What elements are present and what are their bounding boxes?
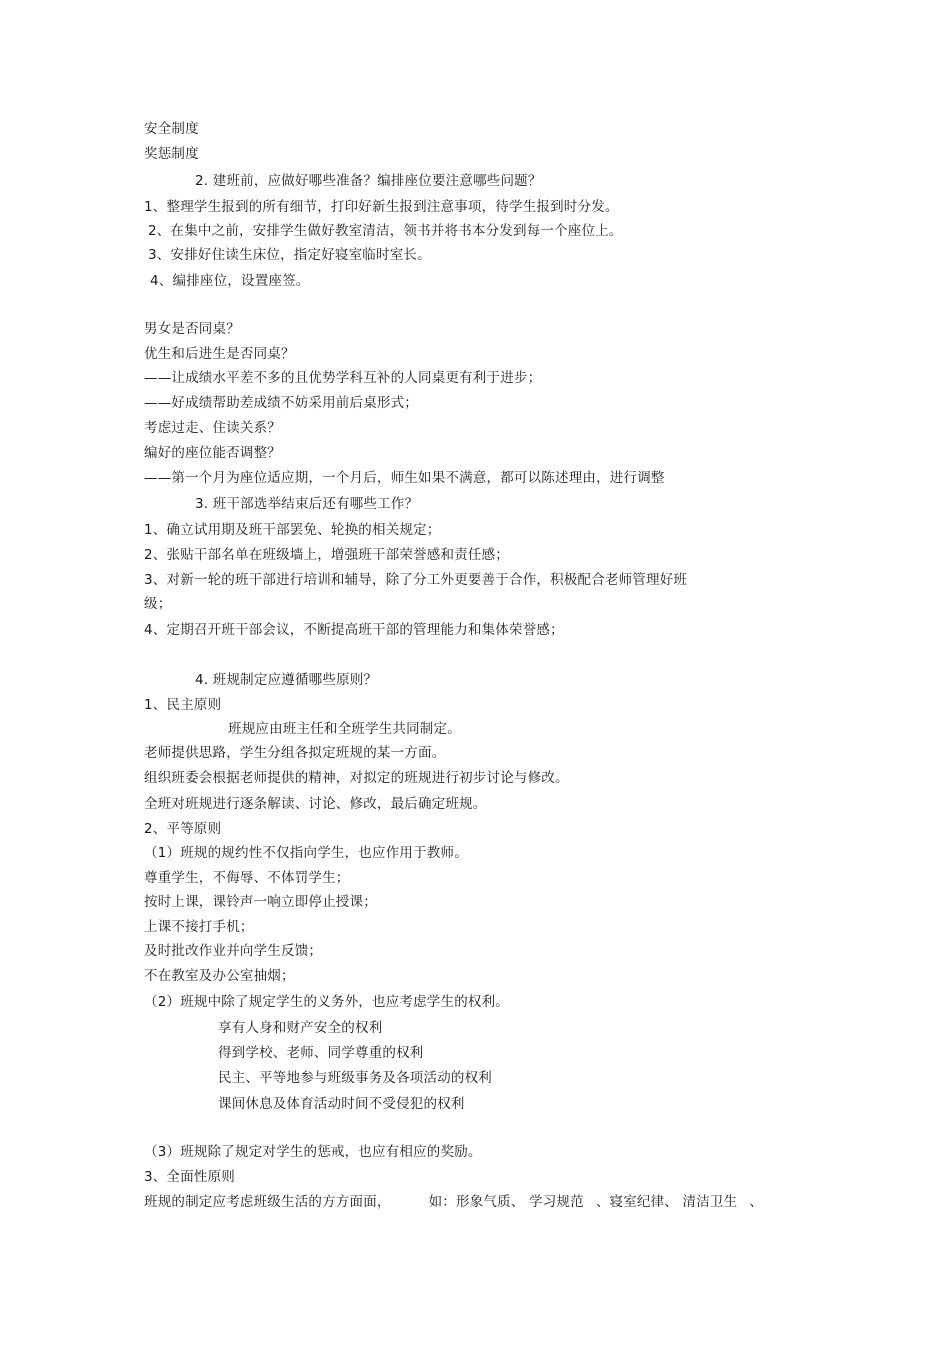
- text-line: （3）班规除了规定对学生的惩戒，也应有相应的奖励。: [144, 1144, 482, 1160]
- text-line: 考虑过走、住读关系？: [144, 420, 281, 436]
- text-line: 享有人身和财产安全的权利: [218, 1020, 383, 1036]
- text-line: 及时批改作业并向学生反馈；: [144, 943, 323, 959]
- text-line: 编好的座位能否调整？: [144, 445, 281, 461]
- text-line: 全班对班规进行逐条解读、讨论、修改，最后确定班规。: [144, 796, 487, 812]
- text-line: 班规应由班主任和全班学生共同制定。: [228, 721, 461, 737]
- text-line: 2、平等原则: [144, 821, 222, 837]
- question-heading: 2. 建班前，应做好哪些准备？编排座位要注意哪些问题？: [195, 173, 542, 189]
- text-line: ——第一个月为座位适应期，一个月后，师生如果不满意，都可以陈述理由，进行调整: [144, 470, 665, 486]
- text-line: 优生和后进生是否同桌？: [144, 346, 295, 362]
- text-line: 2、张贴干部名单在班级墙上，增强班干部荣誉感和责任感；: [144, 547, 509, 563]
- text-line: （1）班规的规约性不仅指向学生，也应作用于教师。: [144, 845, 468, 861]
- text-line: 课间休息及体育活动时间不受侵犯的权利: [218, 1096, 465, 1112]
- text-line: 不在教室及办公室抽烟；: [144, 968, 295, 984]
- text-line-last: [144, 1193, 763, 1211]
- text-line: 1、整理学生报到的所有细节，打印好新生报到注意事项，待学生报到时分发。: [144, 199, 619, 215]
- text-segment: 、寝室纪律、 清洁卫生: [595, 1194, 738, 1210]
- text-line: 按时上课，课铃声一响立即停止授课；: [144, 894, 377, 910]
- text-line: 3、全面性原则: [144, 1169, 235, 1185]
- text-line: 4、编排座位，设置座签。: [150, 273, 310, 289]
- text-line: 老师提供思路，学生分组各拟定班规的某一方面。: [144, 745, 446, 761]
- text-line: 奖惩制度: [144, 146, 199, 162]
- text-line: ——让成绩水平差不多的且优势学科互补的人同桌更有利于进步；: [144, 370, 542, 386]
- text-line: 民主、平等地参与班级事务及各项活动的权利: [218, 1070, 492, 1086]
- text-line: 1、民主原则: [144, 697, 222, 713]
- text-line: 2、在集中之前，安排学生做好教室清洁，领书并将书本分发到每一个座位上。: [148, 223, 623, 239]
- text-line: 男女是否同桌？: [144, 321, 240, 337]
- text-line: 得到学校、老师、同学尊重的权利: [218, 1045, 424, 1061]
- text-line: 上课不接打手机；: [144, 919, 254, 935]
- text-line: 级；: [144, 596, 172, 612]
- question-heading: 4. 班规制定应遵循哪些原则？: [195, 672, 378, 688]
- text-line: 4、定期召开班干部会议，不断提高班干部的管理能力和集体荣誉感；: [144, 622, 564, 638]
- text-line: 尊重学生，不侮辱、不体罚学生；: [144, 870, 350, 886]
- text-segment: 班规的制定应考虑班级生活的方方面面，: [144, 1194, 391, 1210]
- question-heading: 3. 班干部选举结束后还有哪些工作？: [195, 496, 419, 512]
- text-line: 1、确立试用期及班干部罢免、轮换的相关规定；: [144, 522, 441, 538]
- text-line: 3、对新一轮的班干部进行培训和辅导，除了分工外更要善于合作，积极配合老师管理好班: [144, 572, 688, 588]
- text-segment: 如：形象气质、 学习规范: [428, 1194, 584, 1210]
- text-line: 安全制度: [144, 121, 199, 137]
- text-line: 3、安排好住读生床位，指定好寝室临时室长。: [148, 247, 431, 263]
- text-line: 组织班委会根据老师提供的精神，对拟定的班规进行初步讨论与修改。: [144, 770, 569, 786]
- text-line: （2）班规中除了规定学生的义务外，也应考虑学生的权利。: [144, 994, 509, 1010]
- text-line: ——好成绩帮助差成绩不妨采用前后桌形式；: [144, 395, 418, 411]
- text-segment: 、: [749, 1194, 764, 1210]
